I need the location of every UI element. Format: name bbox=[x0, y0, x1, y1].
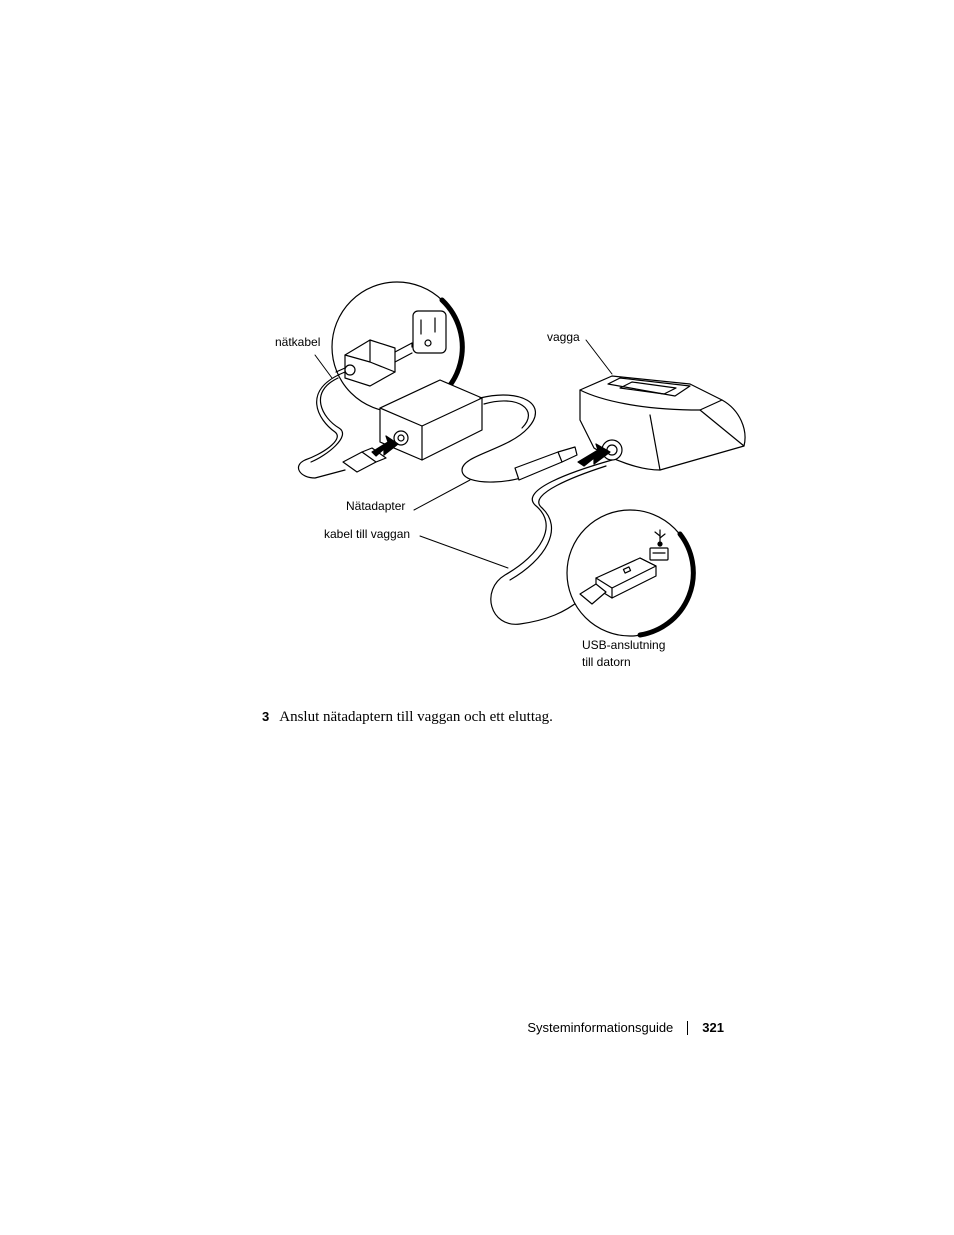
label-usb-line1: USB-anslutning bbox=[582, 638, 666, 652]
label-kabel-till-vaggan: kabel till vaggan bbox=[324, 527, 411, 541]
step-number: 3 bbox=[262, 709, 270, 724]
usb-inset bbox=[567, 510, 693, 636]
leader-vagga bbox=[586, 340, 612, 374]
label-vagga: vagga bbox=[547, 330, 580, 344]
leader-natkabel bbox=[315, 355, 332, 378]
page-number: 321 bbox=[702, 1020, 724, 1035]
instruction-step bbox=[262, 709, 553, 726]
label-usb-anslutning bbox=[582, 637, 665, 671]
label-usb-line2: till datorn bbox=[582, 655, 631, 669]
page-footer bbox=[527, 1020, 724, 1035]
leader-kabel bbox=[420, 536, 508, 568]
label-natkabel: nätkabel bbox=[275, 335, 321, 349]
footer-guide-title: Systeminformationsguide bbox=[527, 1020, 674, 1035]
footer-separator bbox=[687, 1021, 688, 1035]
power-cord bbox=[298, 372, 345, 478]
label-natadapter: Nätadapter bbox=[346, 499, 406, 513]
step-text: Anslut nätadaptern till vaggan och ett eluttag. bbox=[279, 709, 553, 725]
leader-natadapter bbox=[414, 480, 470, 510]
